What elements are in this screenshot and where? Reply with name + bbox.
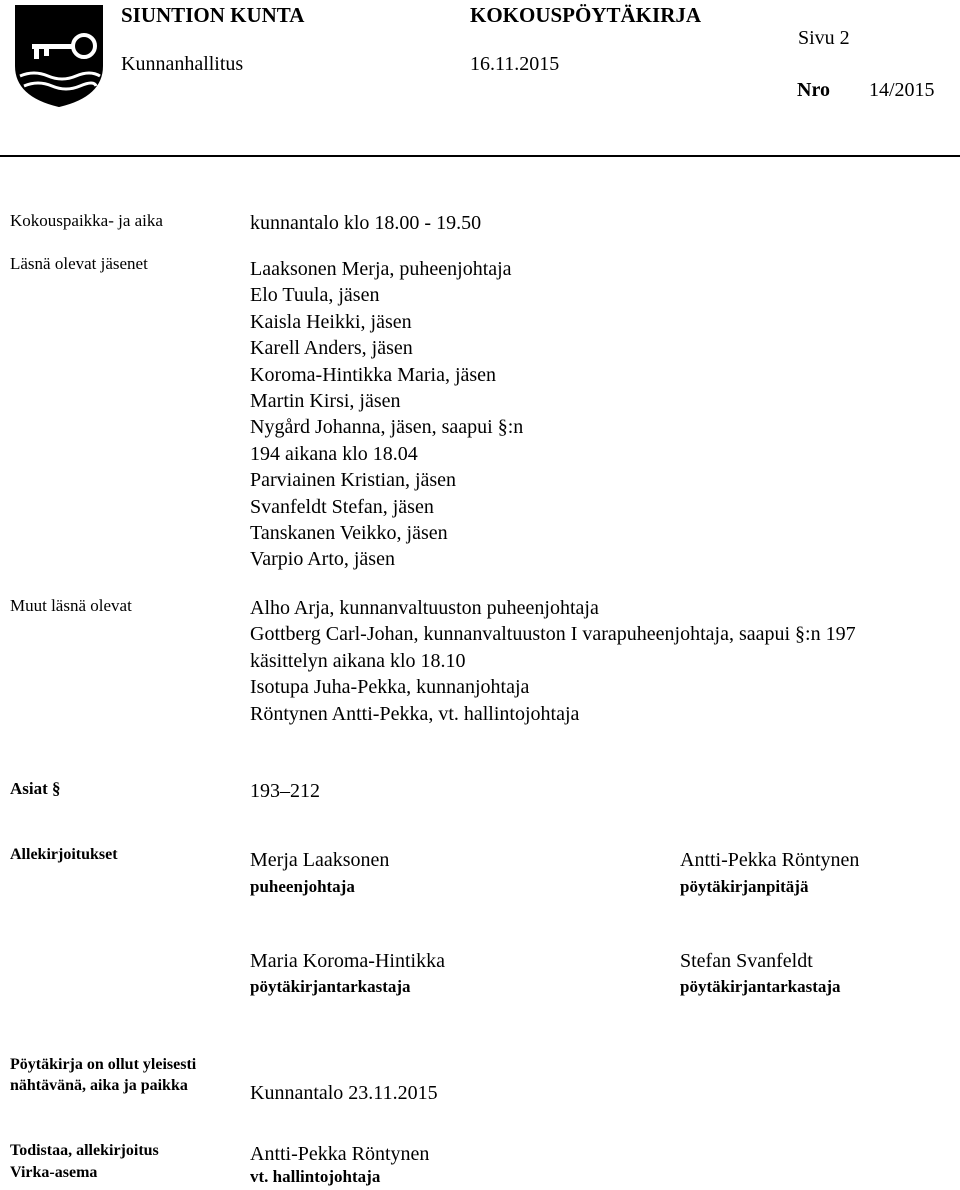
- list-item: Svanfeldt Stefan, jäsen: [250, 495, 434, 518]
- list-item: Parviainen Kristian, jäsen: [250, 469, 457, 492]
- meeting-date: 16.11.2015: [470, 53, 560, 75]
- others-present-label: Muut läsnä olevat: [10, 596, 132, 615]
- list-item: 194 aikana klo 18.04: [250, 442, 418, 465]
- header-divider: [0, 155, 960, 157]
- list-item: Koroma-Hintikka Maria, jäsen: [250, 363, 497, 386]
- coat-of-arms-icon: [14, 4, 104, 108]
- signature-role: pöytäkirjanpitäjä: [680, 877, 809, 896]
- certify-label-line1: Todistaa, allekirjoitus: [10, 1142, 159, 1159]
- list-item: Karell Anders, jäsen: [250, 337, 413, 360]
- list-item: Martin Kirsi, jäsen: [250, 389, 401, 412]
- certify-label-line2: Virka-asema: [10, 1164, 98, 1181]
- list-item: Varpio Arto, jäsen: [250, 548, 395, 571]
- signature-role: pöytäkirjantarkastaja: [680, 977, 841, 996]
- signature-name: Antti-Pekka Röntynen: [680, 849, 860, 871]
- present-members-label: Läsnä olevat jäsenet: [10, 254, 148, 273]
- list-item: Nygård Johanna, jäsen, saapui §:n: [250, 416, 524, 439]
- public-display-label-line2: nähtävänä, aika ja paikka: [10, 1077, 188, 1094]
- meeting-place-value: kunnantalo klo 18.00 - 19.50: [250, 212, 482, 234]
- list-item: Kaisla Heikki, jäsen: [250, 310, 412, 333]
- page-number: Sivu 2: [798, 27, 850, 49]
- municipality-name: SIUNTION KUNTA: [121, 3, 305, 27]
- signature-role: pöytäkirjantarkastaja: [250, 977, 411, 996]
- signature-role: puheenjohtaja: [250, 877, 355, 896]
- list-item: Elo Tuula, jäsen: [250, 284, 380, 307]
- nro-label: Nro: [797, 79, 830, 101]
- signatures-label: Allekirjoitukset: [10, 846, 118, 863]
- items-value: 193–212: [250, 780, 320, 802]
- present-members-list: [250, 256, 523, 573]
- signature-name: Maria Koroma-Hintikka: [250, 950, 445, 972]
- document-type: KOKOUSPÖYTÄKIRJA: [470, 3, 702, 27]
- others-present-list: [250, 595, 856, 727]
- list-item: Röntynen Antti-Pekka, vt. hallintojohtaja: [250, 702, 580, 725]
- list-item: Tanskanen Veikko, jäsen: [250, 521, 448, 544]
- public-display-value: Kunnantalo 23.11.2015: [250, 1082, 438, 1104]
- meeting-place-label: Kokouspaikka- ja aika: [10, 211, 163, 230]
- signature-name: Merja Laaksonen: [250, 849, 390, 871]
- committee-name: Kunnanhallitus: [121, 53, 244, 75]
- list-item: Laaksonen Merja, puheenjohtaja: [250, 258, 512, 280]
- signature-name: Stefan Svanfeldt: [680, 950, 813, 972]
- list-item: käsittelyn aikana klo 18.10: [250, 649, 466, 672]
- certify-role: vt. hallintojohtaja: [250, 1167, 381, 1186]
- list-item: Isotupa Juha-Pekka, kunnanjohtaja: [250, 676, 530, 699]
- items-label: Asiat §: [10, 779, 61, 798]
- public-display-label-line1: Pöytäkirja on ollut yleisesti: [10, 1056, 197, 1073]
- list-item: Gottberg Carl-Johan, kunnanvaltuuston I varapuheenjohtaja, saapui §:n 197: [250, 623, 856, 646]
- certify-name: Antti-Pekka Röntynen: [250, 1143, 430, 1165]
- list-item: Alho Arja, kunnanvaltuuston puheenjohtaja: [250, 597, 599, 619]
- nro-value: 14/2015: [869, 79, 935, 101]
